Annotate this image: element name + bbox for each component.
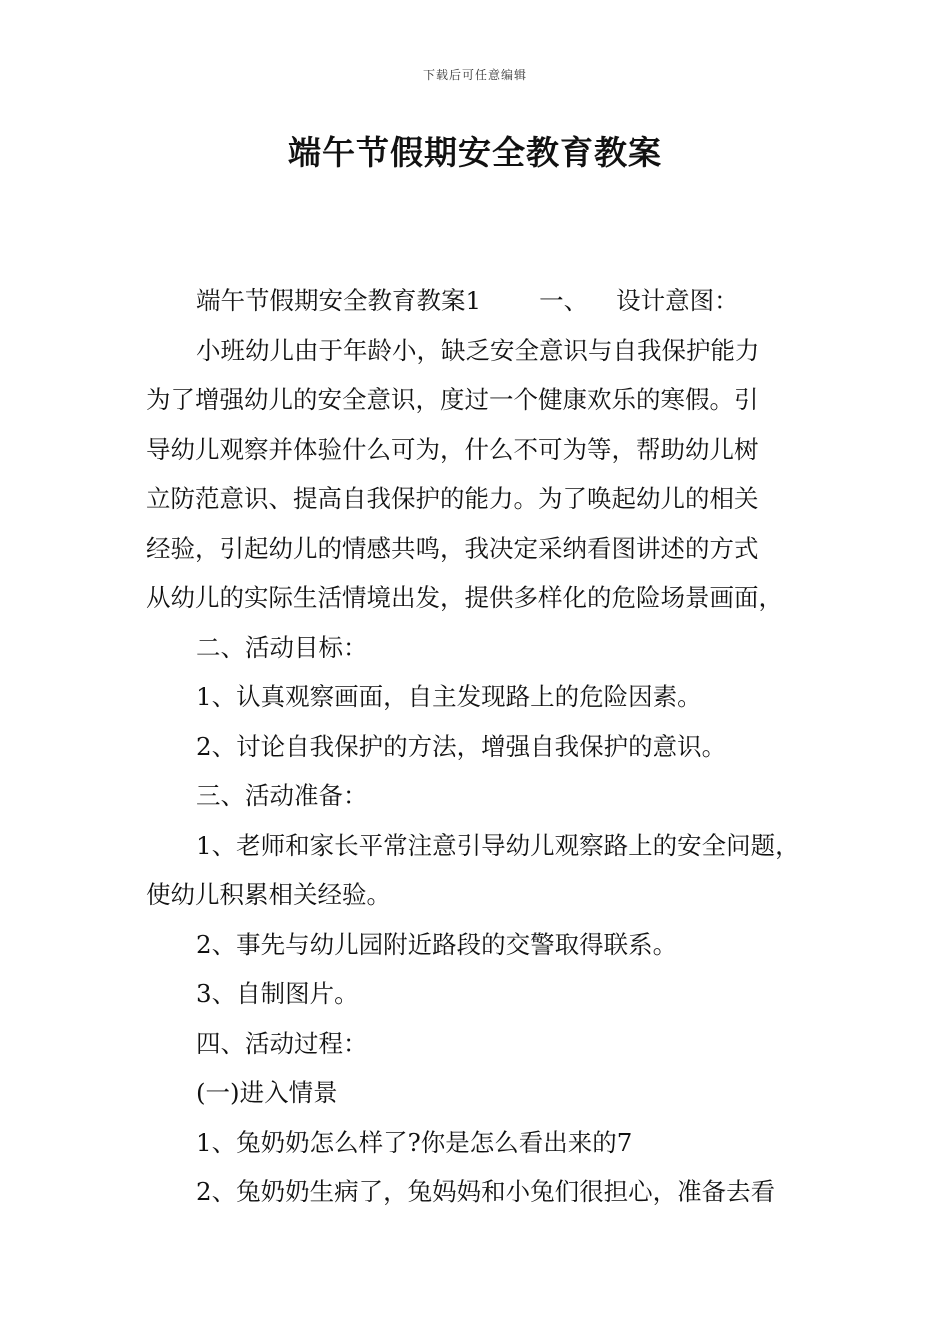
intro-section-number: 一、 bbox=[539, 286, 589, 315]
paragraph-line: 2、讨论自我保护的方法，增强自我保护的意识。 bbox=[196, 731, 727, 761]
paragraph-line: 经验，引起幼儿的情感共鸣，我决定采纳看图讲述的方式 bbox=[146, 533, 759, 563]
paragraph-line: 导幼儿观察并体验什么可为，什么不可为等，帮助幼儿树 bbox=[146, 434, 759, 464]
intro-section-title: 设计意图： bbox=[616, 286, 739, 315]
paragraph-line: 1、兔奶奶怎么样了?你是怎么看出来的7 bbox=[196, 1127, 633, 1157]
paragraph-line: 2、兔奶奶生病了，兔妈妈和小兔们很担心，准备去看 bbox=[196, 1177, 776, 1206]
paragraph-line: 立防范意识、提高自我保护的能力。为了唤起幼儿的相关 bbox=[146, 484, 759, 513]
subsection-heading: (一)进入情景 bbox=[196, 1078, 338, 1107]
paragraph-line: 2、事先与幼儿园附近路段的交警取得联系。 bbox=[196, 929, 678, 959]
paragraph-line: 使幼儿积累相关经验。 bbox=[146, 880, 391, 909]
paragraph-line: 3、自制图片。 bbox=[196, 979, 359, 1008]
section-heading: 四、活动过程： bbox=[196, 1028, 368, 1058]
header-note: 下载后可任意编辑 bbox=[422, 68, 527, 82]
section-heading: 三、活动准备： bbox=[196, 781, 368, 810]
document-title: 端午节假期安全教育教案 bbox=[288, 133, 662, 172]
paragraph-line bbox=[146, 283, 826, 333]
paragraph-line: 1、认真观察画面，自主发现路上的危险因素。 bbox=[196, 682, 702, 711]
section-heading: 二、活动目标： bbox=[196, 632, 368, 662]
document-body bbox=[146, 283, 826, 1224]
paragraph-line: 从幼儿的实际生活情境出发，提供多样化的危险场景画面， bbox=[146, 583, 783, 612]
paragraph-line: 1、老师和家长平常注意引导幼儿观察路上的安全问题， bbox=[196, 830, 800, 860]
intro-heading: 端午节假期安全教育教案1 bbox=[196, 286, 482, 315]
paragraph-line: 为了增强幼儿的安全意识，度过一个健康欢乐的寒假。引 bbox=[146, 385, 759, 414]
paragraph-line: 小班幼儿由于年龄小，缺乏安全意识与自我保护能力 bbox=[196, 335, 760, 365]
